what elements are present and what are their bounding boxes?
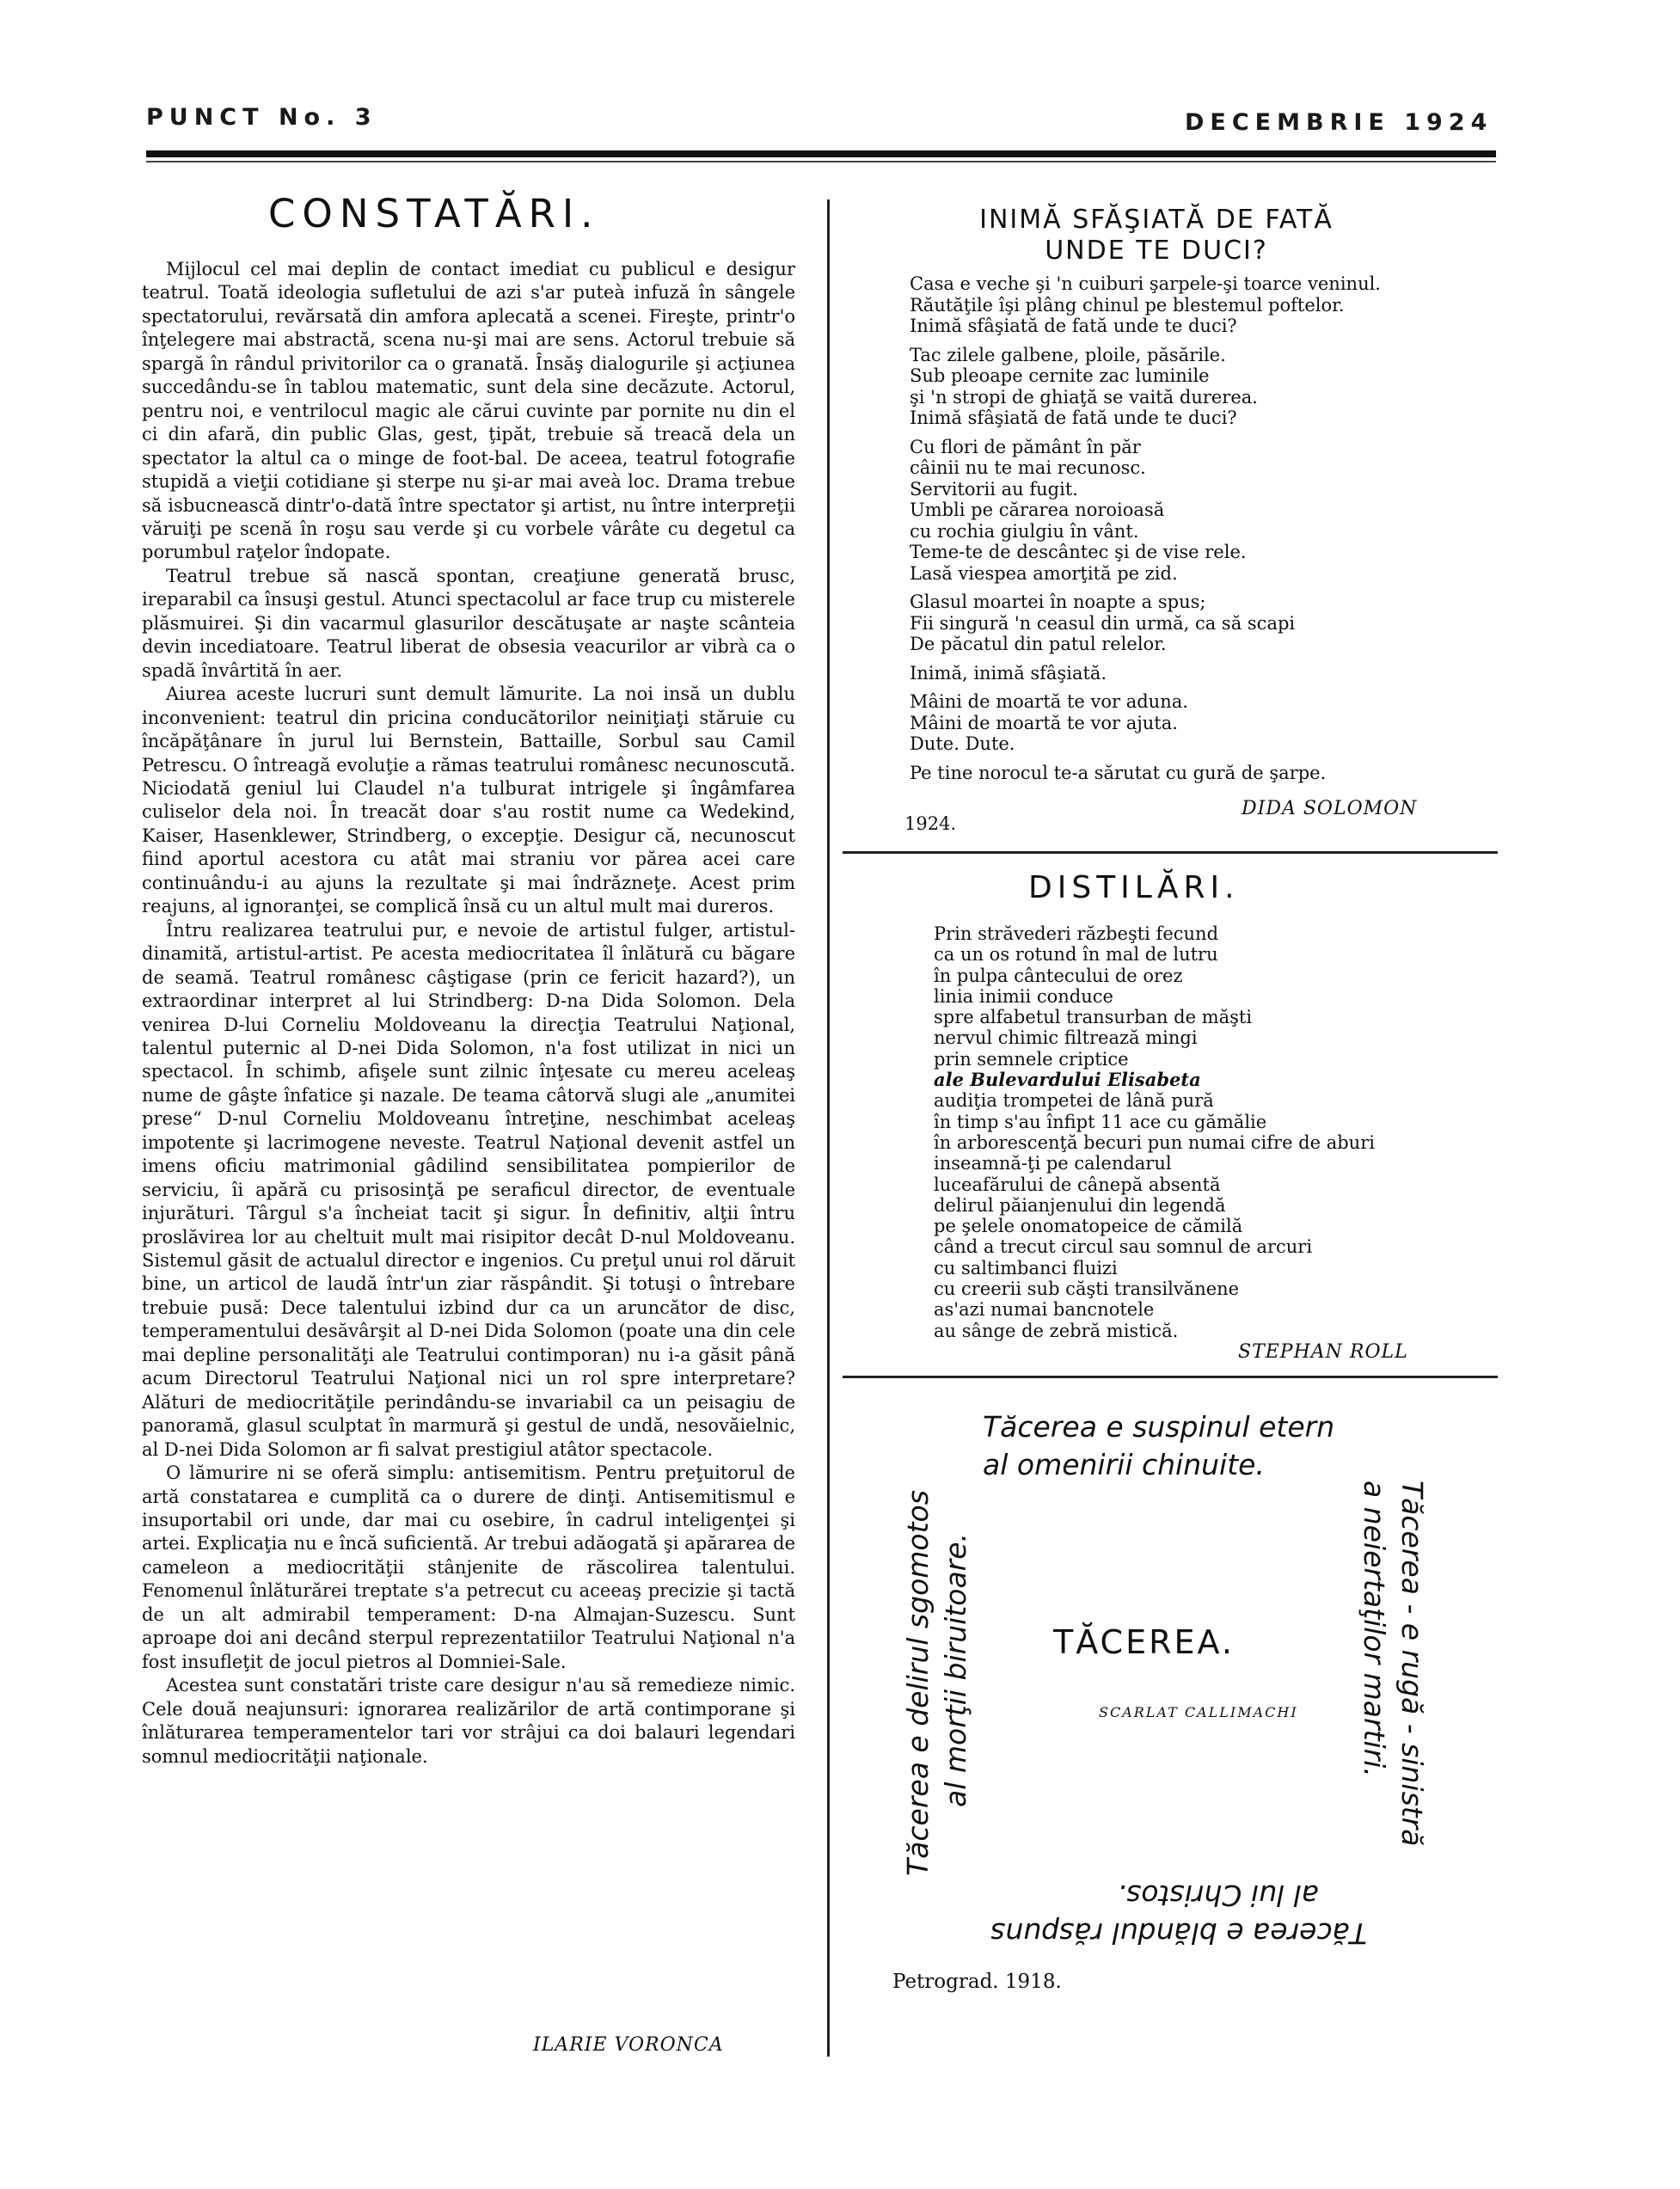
poem-line: Sub pleoape cernite zac luminile xyxy=(910,365,1210,386)
poem-line: as'azi numai bancnotele xyxy=(934,1299,1155,1321)
poem-line: Tac zilele galbene, ploile, păsările. xyxy=(910,344,1226,365)
poem-line: Inimă sfâşiată de fată unde te duci? xyxy=(910,408,1237,428)
poem1-title-line: INIMĂ SFĂŞIATĂ DE FATĂ xyxy=(979,205,1334,235)
poem1-stanza xyxy=(910,691,1460,755)
poem-line: ale Bulevardului Elisabeta xyxy=(934,1069,1201,1091)
article-paragraph: Teatrul trebue să nască spontan, creaţiune generată brusc, ireparabil ca însuşi gestul. Atunci spectacolul ar face trup cu misterele plăsmuirei. Şi din vacarmul glasurilor descătuşate ar naşte scânteia devin incediatoare. Teatrul liberat de obsesia veacurilor ar vibrà ca o spadă învârtită în aer. xyxy=(142,565,795,681)
poem1-stanza xyxy=(910,437,1460,585)
poem1-stanza xyxy=(910,763,1460,784)
poem-line: spre alfabetul transurban de măşti xyxy=(934,1007,1253,1028)
poem1-body xyxy=(910,273,1460,791)
poem-line: câinii nu te mai recunosc. xyxy=(910,457,1146,478)
poem3-bottom xyxy=(954,1873,1367,1952)
poem2-body xyxy=(934,923,1484,1341)
poem1-signature: DIDA SOLOMON xyxy=(1242,798,1418,819)
poem-line: cu rochia giulgiu în vânt. xyxy=(910,520,1139,542)
poem-line: Casa e veche şi 'n cuiburi şarpele-şi toarce veninul. xyxy=(910,273,1381,294)
poem-line: delirul păianjenului din legendă xyxy=(934,1194,1226,1216)
article-signature: ILARIE VORONCA xyxy=(533,2034,724,2056)
poem1-stanza xyxy=(910,592,1460,655)
poem-line: luceafărului de cânepă absentă xyxy=(934,1174,1221,1195)
poem-line: pe şelele onomatopeice de cămilă xyxy=(934,1216,1243,1237)
poem-line: cu creerii sub căşti transilvănene xyxy=(934,1278,1240,1300)
poem-line: Cu flori de pământ în păr xyxy=(910,436,1141,457)
poem-line: ca un os rotund în mal de lutru xyxy=(934,944,1218,966)
poem-line: în timp s'au înfipt 11 ace cu gămălie xyxy=(934,1111,1267,1132)
article-paragraph: Întru realizarea teatrului pur, e nevoie de artistul fulger, artistul-dinamită, artistul-artist. Pe acesta mediocritatea îl înlătură cu băgare de seamă. Teatrul românesc câştigase (prin ce fericit hazard?), un extraordinar interpret al lui Strindberg: D-na Dida Solomon. Dela venirea D-lui Corneliu Moldoveanu la direcţia Teatrului Naţional, talentul puternic al D-nei Dida Solomon, n'a fost utilizat in nici un spectacol. În schimb, afişele sunt zilnic înţesate cu mereu aceleaş nume de gâşte înfatice şi nazale. De teama câtorvă slugi ale „anumitei prese“ D-nul Corneliu Moldoveanu întreţine, neschimbat aceleaş impotente şi lacrimogene neveste. Teatrul Naţional devenit astfel un imens oficiu matrimonial gâdilind sensibilitatea pompierilor de serviciu, îi apără cu prisosinţă pe seraficul director, de eventuale injurături. Târgul s'a încheiat tacit şi sigur. În definitiv, alţii întru proslăvirea lor au cheltuit mult mai risipitor decât D-nul Moldoveanu. Sistemul găsit de actualul director e ingenios. Cu preţul unui rol dăruit bine, un articol de laudă într'un ziar răspândit. Şi totuşi o întrebare trebuie pusă: Dece talentului izbind dur ca un aruncător de disc, temperamentului desăvârşit al D-nei Dida Solomon (poate una din cele mai depline personalităţi ale Teatrului contimporan) nu i-a găsit până acum Directorul Teatrului Naţional nici un rol spre interpretare? Alături de mediocrităţile perindându-se invariabil ca un peisagiu de panoramă, glasul sculptat în marmură şi gestul de undă, nesovăielnic, al D-nei Dida Solomon ar fi salvat prestigiul atâtor spectacole. xyxy=(142,919,795,1460)
poem-line: Glasul moartei în noapte a spus; xyxy=(910,592,1206,612)
poem-line: linia inimii conduce xyxy=(934,985,1113,1007)
poem-line: Tăcerea e delirul sgomotos xyxy=(901,1490,935,1876)
poem-line: Mâini de moartă te vor aduna. xyxy=(910,691,1188,712)
poem-line: nervul chimic filtrează mingi xyxy=(934,1027,1198,1049)
poem-line: Răutăţile îşi plâng chinul pe blestemul poftelor. xyxy=(910,294,1345,316)
column-divider xyxy=(827,199,830,2057)
poem-line: audiţia trompetei de lână pură xyxy=(934,1090,1214,1112)
poem3-left xyxy=(899,1481,975,1876)
poem3-signature: SCARLAT CALLIMACHI xyxy=(1099,1704,1298,1720)
poem3-top xyxy=(983,1408,1334,1484)
poem-line: al lui Christos. xyxy=(1117,1879,1319,1912)
poem-line: Inimă, inimă sfâşiată. xyxy=(910,662,1107,684)
poem-line: Lasă viespea amorţită pe zid. xyxy=(910,562,1178,584)
poem3-place: Petrograd. 1918. xyxy=(892,1971,1062,1993)
section-divider xyxy=(843,851,1498,854)
poem-line: au sânge de zebră mistică. xyxy=(934,1320,1179,1341)
article-paragraph: O lămurire ni se oferă simplu: antisemitism. Pentru preţuitorul de artă constatarea e cumplită ca o durere de dinţi. Antisemitismul e insuportabil ori unde, dar mai cu osebire, în cadrul inteligenţei şi artei. Explicaţia nu e încă suficientă. Ar trebui adăogată şi apărarea de cameleon a mediocrităţii stânjenite de răscolirea talentului. Fenomenul înlăturărei treptate s'a petrecut cu aceeaş precizie şi tactă de un alt admirabil temperament: D-na Almajan-Suzescu. Sunt aproape doi ani decând sterpul reprezentatiilor Teatrului Naţional n'a fost insufleţit de jocul pietros al Domniei-Sale. xyxy=(142,1462,795,1672)
poem3-title: TĂCEREA. xyxy=(1053,1623,1235,1661)
poem-line: cu saltimbanci fluizi xyxy=(934,1257,1118,1278)
poem-line: când a trecut circul sau somnul de arcuri xyxy=(934,1236,1313,1258)
poem-line: Tăcerea - e rugă - sinistră xyxy=(1395,1481,1429,1847)
poem3-right-rotated xyxy=(1355,1481,1431,1876)
header-rule xyxy=(146,150,1496,157)
article-paragraph: Acestea sunt constatări triste care desigur n'au să remedieze nimic. Cele două neajunsuri: ignorarea realizărilor de artă contimporane şi înlăturarea temperamentelor tari vor strâjui ca doi balauri legendari somnul mediocrităţii naţionale. xyxy=(142,1675,795,1767)
poem-line: în pulpa cântecului de orez xyxy=(934,965,1183,986)
poem-line: şi 'n stropi de ghiaţă se vaită durerea. xyxy=(910,386,1258,408)
poem-line: al morţii biruitoare. xyxy=(939,1532,972,1807)
poem1-title xyxy=(860,205,1453,267)
poem-line: Inimă sfâşiată de fată unde te duci? xyxy=(910,316,1237,336)
poem-line: De păcatul din patul relelor. xyxy=(910,634,1167,654)
poem1-stanza xyxy=(910,663,1460,684)
poem-line: Teme-te de descântec şi de vise rele. xyxy=(910,542,1247,562)
poem-line: al omenirii chinuite. xyxy=(983,1448,1265,1481)
poem1-title-line: UNDE TE DUCI? xyxy=(1045,236,1268,266)
poem1-stanza xyxy=(910,345,1460,429)
poem-line: Dute. Dute. xyxy=(910,733,1015,754)
poem-line: Umbli pe cărarea noroioasă xyxy=(910,500,1165,520)
poem-line: Tăcerea e blăndul răspuns xyxy=(990,1916,1367,1950)
article-paragraph: Mijlocul cel mai deplin de contact imediat cu publicul e desigur teatrul. Toată ideologia sufletului de azi s'ar puteà infuză în sângele spectatorului, revărsată din amfora aplecată a scenei. Fireşte, printr'o înţelegere mai abstractă, scena nu-şi mai are sens. Actorul trebuie să spargă în rândul privitorilor ca o granată. Însăş dialogurile şi acţiunea succedându-se în tablou matematic, sunt dela sine decăzute. Actorul, pentru noi, e ventrilocul magic ale cărui cuvinte par pornite nu din el ci din afară, din public Glas, gest, ţipăt, trebuie să treacă dela un spectator la altul ca o minge de foot-bal. De aceea, teatrul fotografie stupidă a vieţii cotidiane şi sterpe nu şi-ar mai aveà loc. Drama trebue să isbucnească dintr'o-dată între spectator şi artist, nu între interpreţii văruiţi pe scenă în roşu sau verde şi cu vorbele vârâte cu degetul ca porumbul raţelor îndopate. xyxy=(142,259,795,563)
poem-line: prin semnele criptice xyxy=(934,1048,1129,1070)
article-paragraph: Aiurea aceste lucruri sunt demult lămurite. La noi insă un dublu inconvenient: teatrul din pricina conducătorilor neiniţiaţi stăruie cu încăpăţânare în jurul lui Bernstein, Battaille, Sorbul sau Camil Petrescu. O întreagă evoluţie a rămas teatrului românesc necunoscută. Niciodată geniul lui Claudel n'a tulburat intrigele şi îngâmfarea culiselor dela noi. În treacăt doar s'au rostit nume ca Wedekind, Kaiser, Hasenklewer, Strindberg, o excepţie. Desigur că, necunoscut fiind aportul acestora cu atât mai straniu vor părea acei care continuându-i au ajuns la rezultate şi mai îndrăzneţe. Acest prim reajuns, al ignoranţei, se complică însă cu un altul mult mai dureros. xyxy=(142,684,795,917)
poem2-title: DISTILĂRI. xyxy=(1028,870,1240,905)
poem-line: Servitorii au fugit. xyxy=(910,478,1078,500)
poem-line: inseamnă-ţi pe calendarul xyxy=(934,1153,1172,1174)
issue-date: DECEMBRIE 1924 xyxy=(1185,109,1493,136)
poem-line: Prin străvederi răzbeşti fecund xyxy=(934,923,1219,944)
poem-line: Tăcerea e suspinul etern xyxy=(983,1410,1335,1444)
poem-line: în arborescenţă becuri pun numai cifre de aburi xyxy=(934,1131,1375,1153)
issue-number: PUNCT No. 3 xyxy=(146,104,377,131)
poem1-stanza xyxy=(910,273,1460,337)
poem-line: Pe tine norocul te-a sărutat cu gură de şarpe. xyxy=(910,762,1327,783)
header-rule-thin xyxy=(146,161,1496,162)
poem3-left-rotated xyxy=(899,1481,975,1876)
poem-line: a neiertaţilor martiri. xyxy=(1358,1481,1391,1777)
poem2-signature: STEPHAN ROLL xyxy=(1238,1341,1408,1363)
poem3-right xyxy=(1355,1481,1431,1876)
section-divider xyxy=(843,1376,1498,1378)
poem-line: Fii singură 'n ceasul din urmă, ca să scapi xyxy=(910,612,1296,634)
article-title: CONSTATĂRI. xyxy=(268,191,600,236)
poem1-year: 1924. xyxy=(904,813,957,834)
article-body xyxy=(142,258,795,1769)
poem-line: Mâini de moartă te vor ajuta. xyxy=(910,712,1178,733)
